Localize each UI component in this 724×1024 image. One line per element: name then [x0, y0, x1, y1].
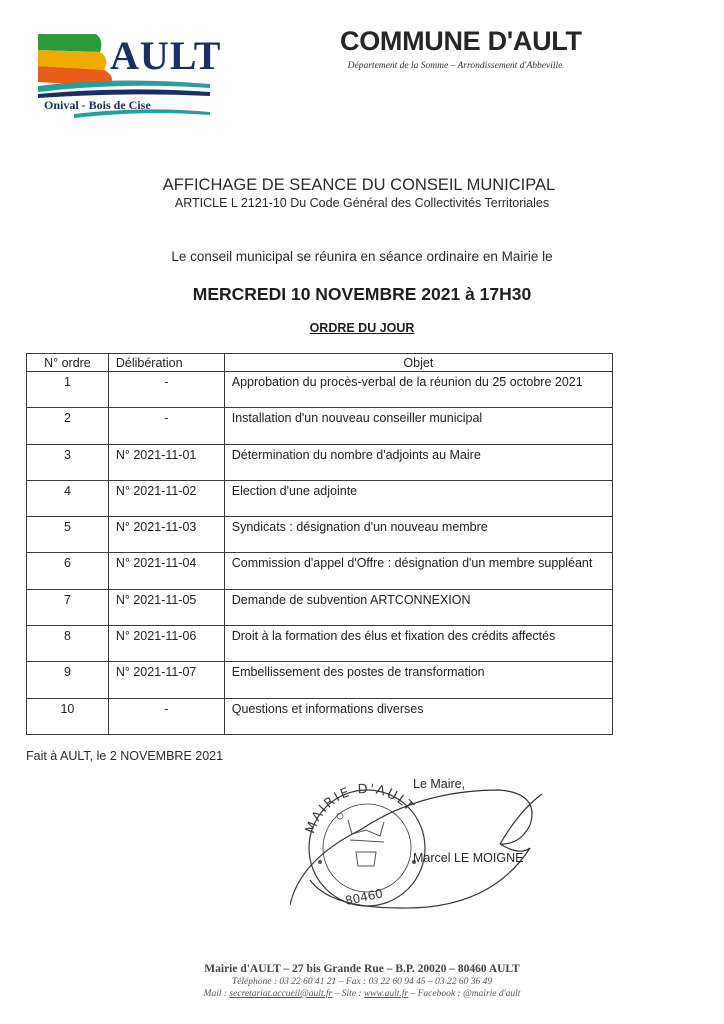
- logo-title: AULT: [110, 33, 222, 78]
- row-deliberation: N° 2021-11-04: [108, 553, 224, 589]
- table-row: [27, 408, 613, 444]
- fait-a-line: Fait à AULT, le 2 NOVEMBRE 2021: [26, 749, 224, 763]
- row-objet: Embellissement des postes de transformation: [224, 662, 612, 698]
- header-deliberation: Délibération: [108, 354, 224, 372]
- table-row: [27, 444, 613, 480]
- convocation-text: Le conseil municipal se réunira en séance ordinaire en Mairie le: [171, 249, 553, 264]
- table-header-row: [27, 354, 613, 372]
- row-objet: Questions et informations diverses: [224, 698, 612, 734]
- table-row: [27, 626, 613, 662]
- site-label: – Site :: [332, 989, 364, 999]
- row-objet: Demande de subvention ARTCONNEXION: [224, 589, 612, 625]
- row-num: 3: [27, 444, 109, 480]
- site-link[interactable]: www.ault.fr: [363, 989, 409, 999]
- row-objet: Commission d'appel d'Offre : désignation d'un membre suppléant: [224, 553, 612, 589]
- row-objet: Syndicats : désignation d'un nouveau membre: [224, 517, 612, 553]
- row-deliberation: -: [108, 372, 224, 408]
- meeting-date: MERCREDI 10 NOVEMBRE 2021 à 17H30: [192, 284, 532, 304]
- logo-subtitle: Onival - Bois de Cise: [44, 98, 151, 112]
- row-deliberation: N° 2021-11-06: [108, 626, 224, 662]
- row-num: 9: [27, 662, 109, 698]
- page-title: [0, 176, 724, 195]
- table-row: [27, 662, 613, 698]
- departement-line: Département de la Somme – Arrondissement d'Abbeville: [347, 61, 563, 71]
- mayor-stamp-signature: [290, 770, 550, 920]
- mail-link[interactable]: secretariat.accueil@ault.fr: [229, 989, 333, 999]
- row-num: 2: [27, 408, 109, 444]
- row-objet: Approbation du procès-verbal de la réunion du 25 octobre 2021: [224, 372, 612, 408]
- mayor-name: Marcel LE MOIGNE: [413, 851, 524, 865]
- row-num: 10: [27, 698, 109, 734]
- row-num: 7: [27, 589, 109, 625]
- header-num: N° ordre: [27, 354, 109, 372]
- row-deliberation: N° 2021-11-05: [108, 589, 224, 625]
- agenda-heading: ORDRE DU JOUR: [309, 321, 415, 335]
- row-objet: Détermination du nombre d'adjoints au Maire: [224, 444, 612, 480]
- table-row: [27, 589, 613, 625]
- stamp-code: 80460: [343, 886, 385, 908]
- row-num: 1: [27, 372, 109, 408]
- row-deliberation: N° 2021-11-02: [108, 480, 224, 516]
- mayor-title: Le Maire,: [413, 777, 466, 791]
- row-deliberation: N° 2021-11-07: [108, 662, 224, 698]
- row-deliberation: -: [108, 408, 224, 444]
- article-reference: ARTICLE L 2121-10 Du Code Général des Collectivités Territoriales: [174, 196, 550, 210]
- row-num: 5: [27, 517, 109, 553]
- ault-logo: [34, 30, 222, 122]
- row-objet: Installation d'un nouveau conseiller municipal: [224, 408, 612, 444]
- table-row: [27, 698, 613, 734]
- footer-phone: Téléphone : 03 22 60 41 21 – Fax : 03 22 60 94 45 – 03 22 60 36 49: [231, 977, 493, 987]
- table-row: [27, 480, 613, 516]
- row-deliberation: N° 2021-11-03: [108, 517, 224, 553]
- table-row: [27, 372, 613, 408]
- table-row: [27, 553, 613, 589]
- stamp-text: MAIRIE D'AULT: [303, 781, 418, 836]
- footer-contacts: [0, 989, 724, 999]
- row-num: 4: [27, 480, 109, 516]
- row-num: 8: [27, 626, 109, 662]
- row-num: 6: [27, 553, 109, 589]
- agenda-table: [26, 353, 613, 735]
- row-objet: Droit à la formation des élus et fixation des crédits affectés: [224, 626, 612, 662]
- mail-label: Mail :: [203, 989, 230, 999]
- facebook-text: – Facebook : @mairie d'ault: [408, 989, 521, 999]
- footer-address: Mairie d'AULT – 27 bis Grande Rue – B.P. 20020 – 80460 AULT: [204, 963, 520, 975]
- page-title-text: AFFICHAGE DE SEANCE DU CONSEIL MUNICIPAL: [162, 176, 556, 194]
- row-deliberation: -: [108, 698, 224, 734]
- row-objet: Election d'une adjointe: [224, 480, 612, 516]
- commune-heading: COMMUNE D'AULT: [340, 26, 582, 56]
- table-row: [27, 517, 613, 553]
- row-deliberation: N° 2021-11-01: [108, 444, 224, 480]
- header-objet: Objet: [224, 354, 612, 372]
